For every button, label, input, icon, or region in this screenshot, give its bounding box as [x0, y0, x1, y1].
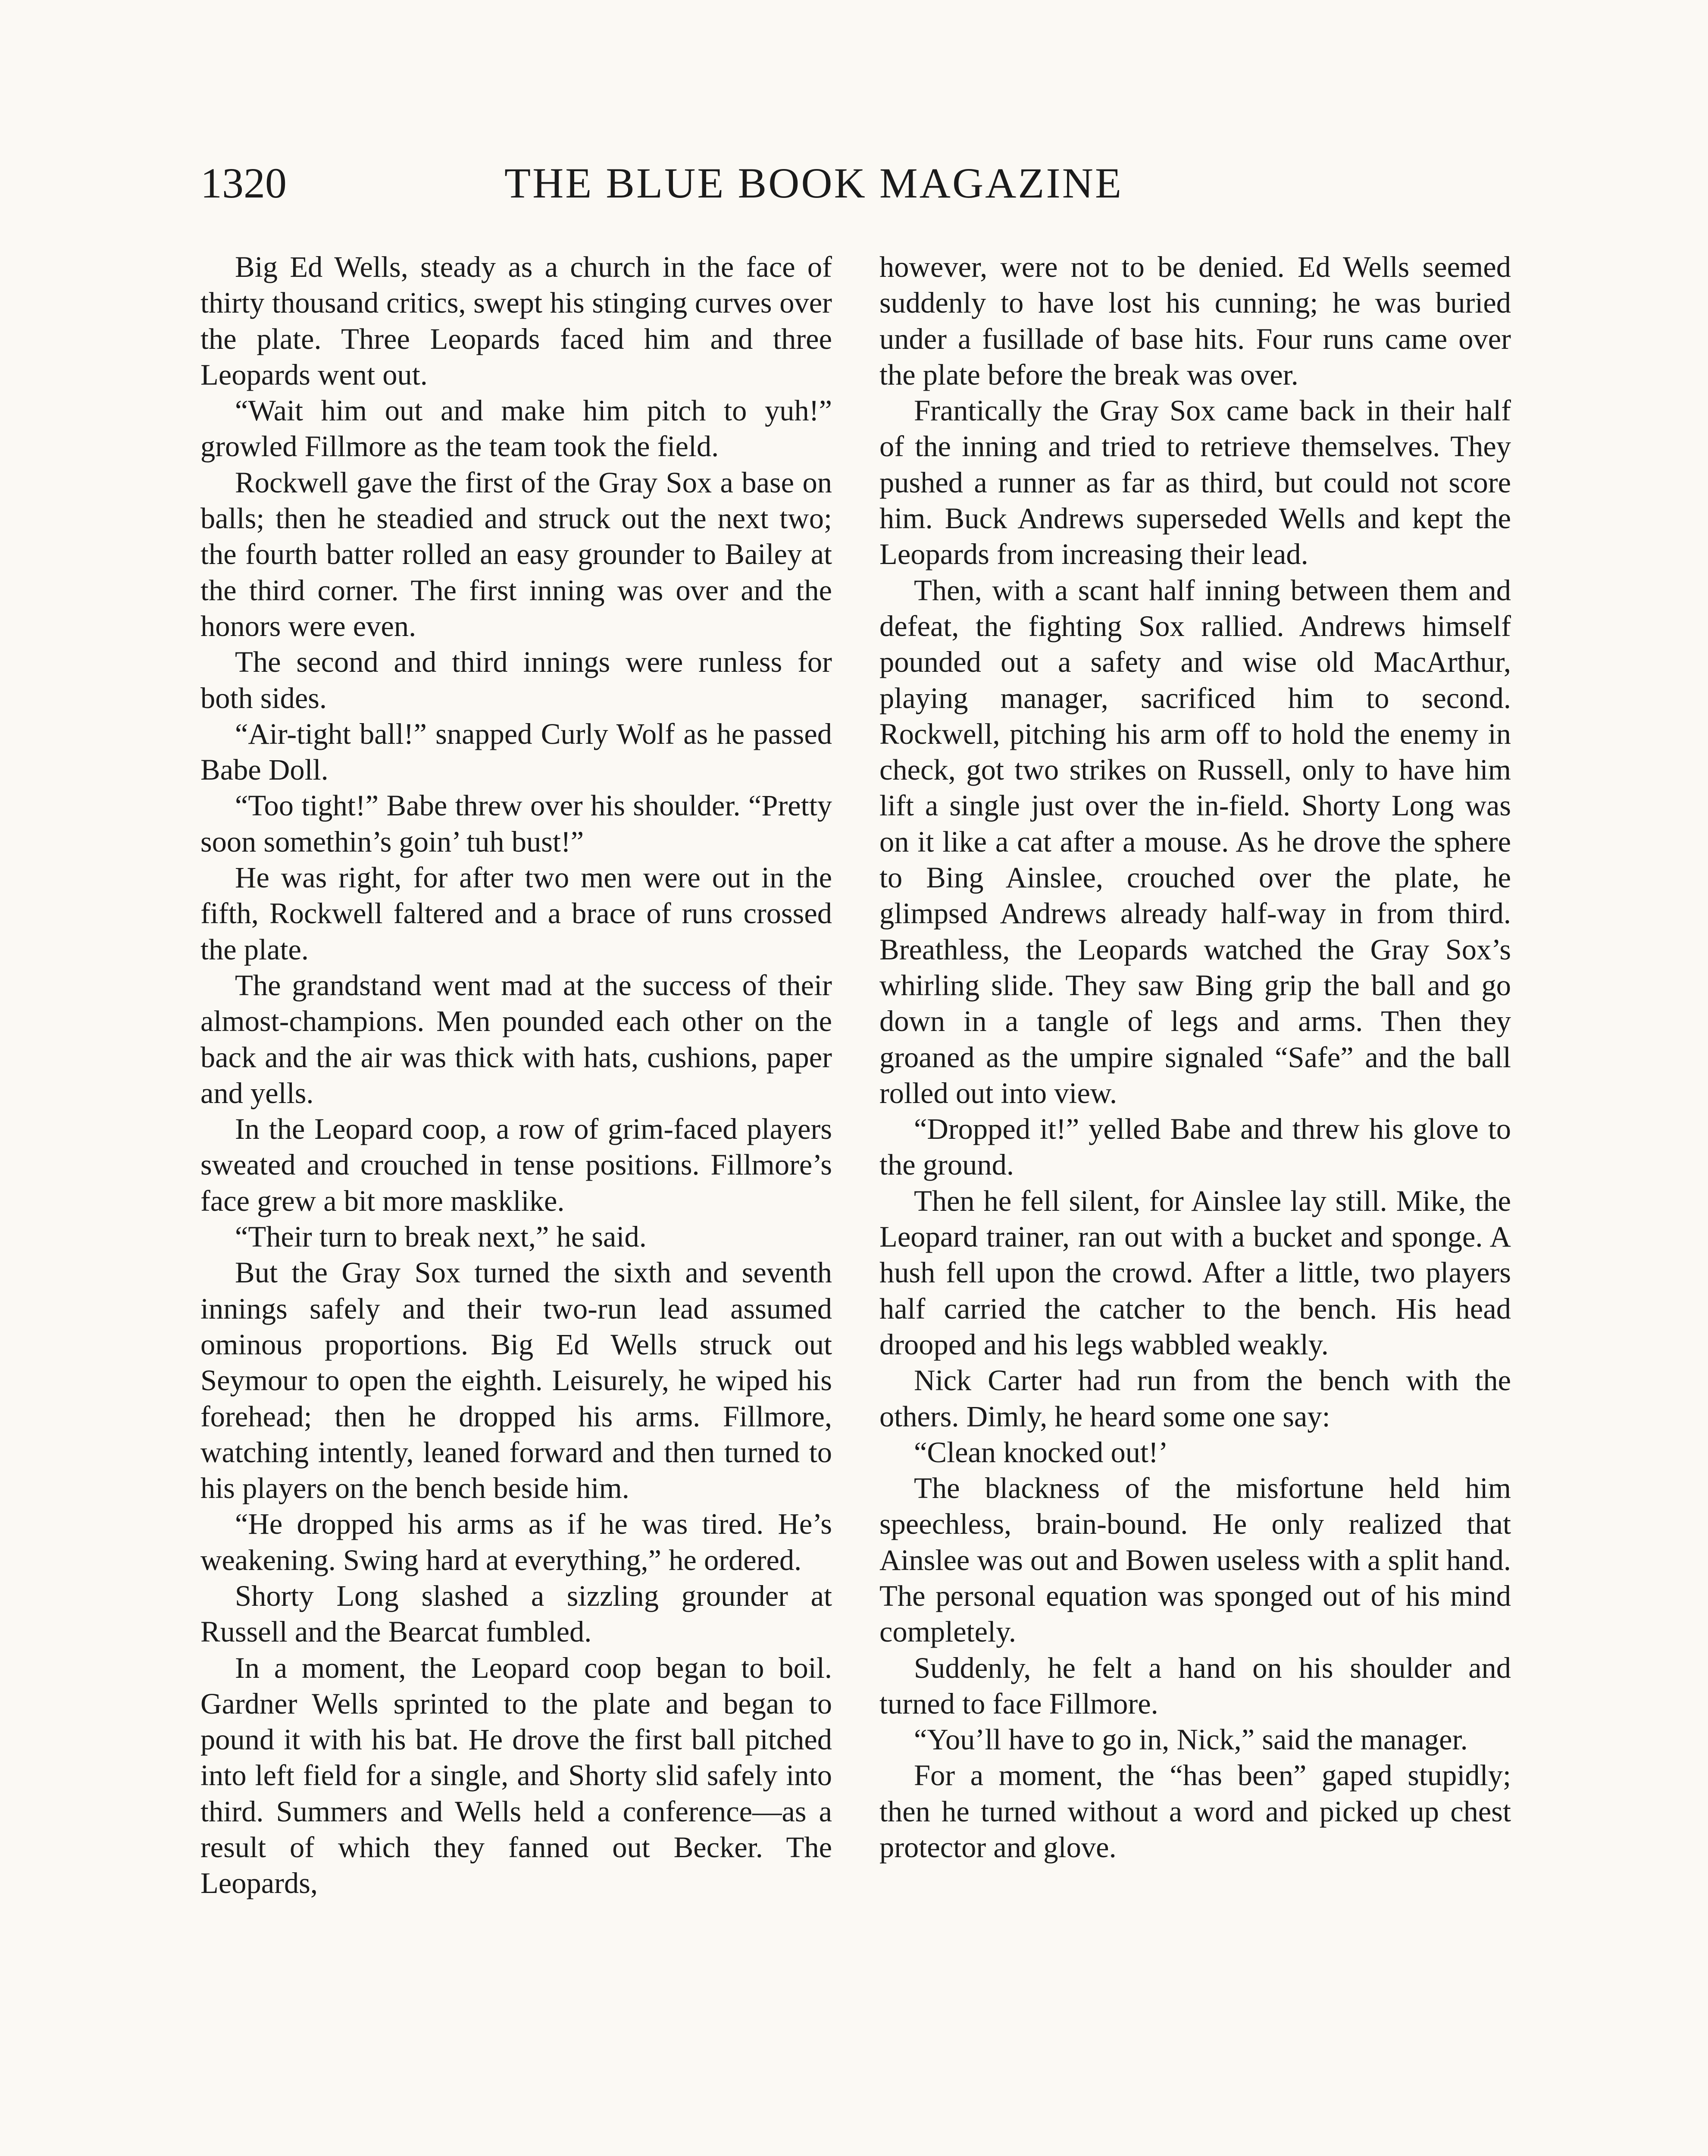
paragraph: But the Gray Sox turned the sixth and seventh innings safely and their two-run lead assumed ominous proportions. Big Ed Wells struck out Seymour to open the eighth. Leisurely, he wiped his forehead; then he dropped his arms. Fillmore, watching intently, leaned forward and then turned to his players on the bench beside him. [200, 1256, 832, 1505]
paragraph-continued: however, were not to be denied. Ed Wells seemed suddenly to have lost his cunning; he was buried under a fusillade of base hits. Four runs came over the plate before the break was over. [879, 251, 1511, 391]
paragraph: The blackness of the misfortune held him speechless, brain-bound. He only realized that Ainslee was out and Bowen useless with a split hand. The personal equation was sponged out of his mind completely. [879, 1472, 1511, 1648]
left-column [200, 249, 832, 1902]
paragraph: Then, with a scant half inning between them and defeat, the fighting Sox rallied. Andrews himself pounded out a safety and wise old MacArthur, playing manager, sacrificed him to second. Rockwell, pitching his arm off to hold the enemy in check, got two strikes on Russell, only to have him lift a single just over the in-field. Shorty Long was on it like a cat after a mouse. As he drove the sphere to Bing Ainslee, crouched over the plate, he glimpsed Andrews already half-way in from third. Breathless, the Leopards watched the Gray Sox’s whirling slide. They saw Bing grip the ball and go down in a tangle of legs and arms. Then they groaned as the umpire signaled “Safe” and the ball rolled out into view. [879, 573, 1511, 1109]
paragraph: In the Leopard coop, a row of grim-faced players sweated and crouched in tense positions. Fillmore’s face grew a bit more masklike. [200, 1112, 832, 1217]
paragraph: “Too tight!” Babe threw over his shoulder. “Pretty soon somethin’s goin’ tuh bust!” [200, 789, 832, 858]
paragraph: “He dropped his arms as if he was tired. He’s weakening. Swing hard at everything,” he ordered. [200, 1507, 832, 1576]
paragraph: Frantically the Gray Sox came back in their half of the inning and tried to retrieve themselves. They pushed a runner as far as third, but could not score him. Buck Andrews superseded Wells and kept the Leopards from increasing their lead. [879, 394, 1511, 571]
paragraph: Suddenly, he felt a hand on his shoulder and turned to face Fillmore. [879, 1651, 1511, 1720]
paragraph: For a moment, the “has been” gaped stupidly; then he turned without a word and picked up chest protector and glove. [879, 1759, 1511, 1864]
paragraph: He was right, for after two men were out in the fifth, Rockwell faltered and a brace of runs crossed the plate. [200, 861, 832, 966]
paragraph: “Air-tight ball!” snapped Curly Wolf as he passed Babe Doll. [200, 717, 832, 787]
paragraph: “Their turn to break next,” he said. [235, 1220, 647, 1253]
paragraph: “Wait him out and make him pitch to yuh!” growled Fillmore as the team took the field. [200, 394, 832, 463]
paragraph: The grandstand went mad at the success of their almost-champions. Men pounded each other on the back and the air was thick with hats, cushions, paper and yells. [200, 968, 832, 1109]
paragraph: “Dropped it!” yelled Babe and threw his glove to the ground. [879, 1112, 1511, 1181]
paragraph: In a moment, the Leopard coop began to boil. Gardner Wells sprinted to the plate and began to pound it with his bat. He drove the first ball pitched into left field for a single, and Shorty slid safely into third. Summers and Wells held a conference—as a result of which they fanned out Becker. The Leopards, [200, 1651, 832, 1900]
paragraph: The second and third innings were runless for both sides. [200, 646, 832, 714]
paragraph: Rockwell gave the first of the Gray Sox a base on balls; then he steadied and struck out the next two; the fourth batter rolled an easy grounder to Bailey at the third corner. The first inning was over and the honors were even. [200, 466, 832, 642]
paragraph: “Clean knocked out!’ [914, 1435, 1168, 1469]
paragraph: Big Ed Wells, steady as a church in the face of thirty thousand critics, swept his stinging curves over the plate. Three Leopards faced him and three Leopards went out. [200, 251, 832, 391]
running-title: THE BLUE BOOK MAGAZINE [504, 159, 1123, 207]
paragraph: Shorty Long slashed a sizzling grounder at Russell and the Bearcat fumbled. [200, 1579, 832, 1648]
paragraph: Nick Carter had run from the bench with the others. Dimly, he heard some one say: [879, 1364, 1511, 1433]
right-column [879, 249, 1511, 1865]
page-number: 1320 [200, 159, 287, 207]
paragraph: Then he fell silent, for Ainslee lay still. Mike, the Leopard trainer, ran out with a bucket and sponge. A hush fell upon the crowd. After a little, two players half carried the catcher to the bench. His head drooped and his legs wabbled weakly. [879, 1184, 1511, 1361]
paragraph: “You’ll have to go in, Nick,” said the manager. [914, 1723, 1468, 1756]
